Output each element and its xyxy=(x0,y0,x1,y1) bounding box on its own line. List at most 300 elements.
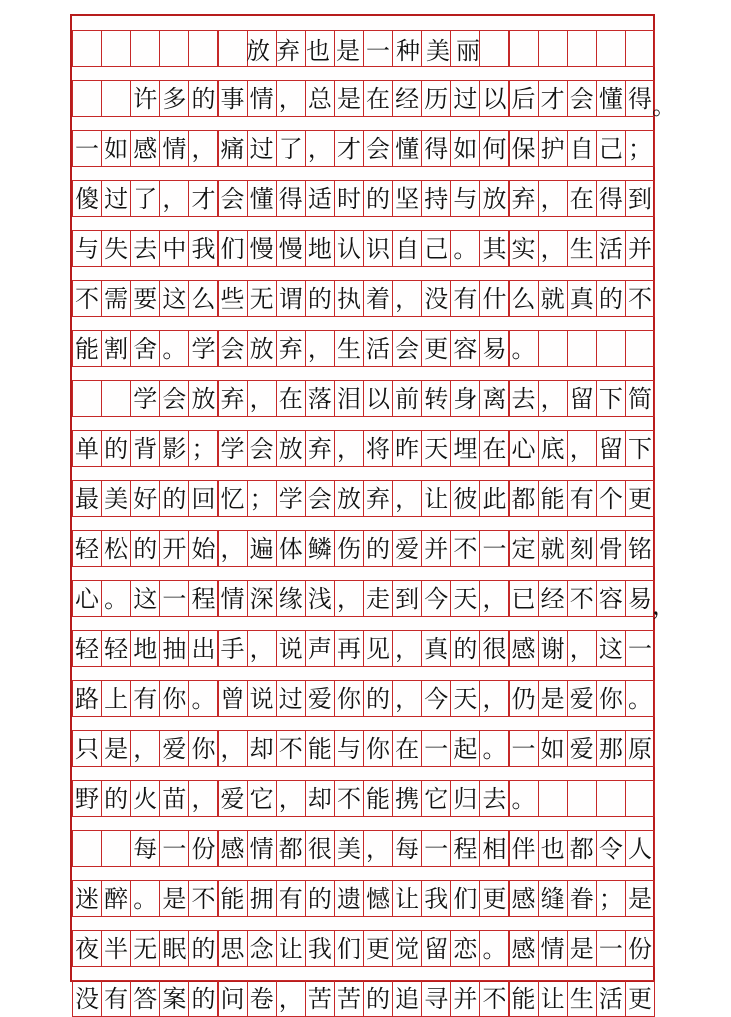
grid-cell: 需 xyxy=(101,280,131,317)
grid-cell xyxy=(101,380,131,417)
grid-cell: 如 xyxy=(101,130,131,167)
grid-cell: 去 xyxy=(479,780,509,817)
grid-cell: 此 xyxy=(479,480,509,517)
grid-cell: ， xyxy=(276,80,306,117)
grid-cell: 埋 xyxy=(450,430,480,467)
grid-cell: 的 xyxy=(305,880,335,917)
grid-cell: 很 xyxy=(479,630,509,667)
grid-cell: 以 xyxy=(363,380,393,417)
grid-cell: 是 xyxy=(567,930,597,967)
grid-cell: ， xyxy=(334,580,364,617)
grid-cell: 你 xyxy=(334,680,364,717)
grid-cell: 痛 xyxy=(218,130,248,167)
grid-cell: 失 xyxy=(101,230,131,267)
grid-cell: 让 xyxy=(392,880,422,917)
grid-cell: ， xyxy=(276,780,306,817)
grid-cell: 留 xyxy=(596,430,626,467)
grid-cell: ， xyxy=(538,380,568,417)
grid-cell: 是 xyxy=(625,880,655,917)
grid-cell: 真 xyxy=(421,630,451,667)
grid-cell: 何 xyxy=(479,130,509,167)
grid-cell: 影 xyxy=(159,430,189,467)
grid-cell: 背 xyxy=(130,430,160,467)
grid-cell: 留 xyxy=(421,930,451,967)
grid-cell: 深 xyxy=(247,580,277,617)
grid-cell: 鳞 xyxy=(305,530,335,567)
grid-cell: 是 xyxy=(334,80,364,117)
grid-cell xyxy=(72,830,102,867)
grid-cell: 原 xyxy=(625,730,655,767)
grid-cell xyxy=(596,330,626,367)
grid-cell: 真 xyxy=(567,280,597,317)
grid-cell: 。 xyxy=(159,330,189,367)
grid-cell: 会 xyxy=(247,430,277,467)
grid-cell: 心 xyxy=(72,580,102,617)
grid-cell: 手 xyxy=(218,630,248,667)
grid-cell: 说 xyxy=(276,630,306,667)
grid-cell: 身 xyxy=(450,380,480,417)
grid-cell: 总 xyxy=(305,80,335,117)
grid-cell: 曾 xyxy=(218,680,248,717)
grid-cell: 答 xyxy=(130,980,160,1017)
grid-cell: 有 xyxy=(567,480,597,517)
grid-cell: 持 xyxy=(421,180,451,217)
grid-cell: ， xyxy=(130,730,160,767)
grid-cell: ； xyxy=(247,480,277,517)
grid-cell: 感 xyxy=(509,880,539,917)
grid-cell: 会 xyxy=(363,130,393,167)
grid-cell: 最 xyxy=(72,480,102,517)
grid-cell: 在 xyxy=(276,380,306,417)
grid-cell: 的 xyxy=(130,530,160,567)
grid-cell: 天 xyxy=(450,580,480,617)
grid-cell: ； xyxy=(625,130,655,167)
grid-cell: 过 xyxy=(101,180,131,217)
grid-cell: 弃 xyxy=(509,180,539,217)
grid-cell xyxy=(567,780,597,817)
grid-cell: 在 xyxy=(363,80,393,117)
grid-cell: 懂 xyxy=(596,80,626,117)
grid-cell: 它 xyxy=(421,780,451,817)
grid-cell: 才 xyxy=(188,180,218,217)
grid-cell: 声 xyxy=(305,630,335,667)
grid-cell: 相 xyxy=(479,830,509,867)
grid-cell: 放 xyxy=(247,330,277,367)
grid-cell xyxy=(538,780,568,817)
grid-cell: ， xyxy=(159,180,189,217)
grid-cell: 一 xyxy=(509,730,539,767)
grid-cell: 感 xyxy=(509,930,539,967)
grid-cell: 出 xyxy=(188,630,218,667)
grid-cell: 就 xyxy=(538,280,568,317)
grid-cell: 经 xyxy=(392,80,422,117)
grid-cell: ； xyxy=(188,430,218,467)
grid-cell: 一 xyxy=(596,930,626,967)
grid-cell: 念 xyxy=(247,930,277,967)
grid-cell: 这 xyxy=(130,580,160,617)
grid-cell: 些 xyxy=(218,280,248,317)
grid-cell: 在 xyxy=(392,730,422,767)
grid-cell: 过 xyxy=(450,80,480,117)
grid-cell: 定 xyxy=(509,530,539,567)
grid-cell: 就 xyxy=(538,530,568,567)
grid-cell: 们 xyxy=(218,230,248,267)
grid-cell: 的 xyxy=(363,180,393,217)
grid-cell: 伴 xyxy=(509,830,539,867)
text-row xyxy=(72,130,657,167)
grid-cell: 中 xyxy=(159,230,189,267)
grid-cell: 拥 xyxy=(247,880,277,917)
grid-cell: 铭 xyxy=(625,530,655,567)
grid-cell: 人 xyxy=(625,830,655,867)
grid-cell: ， xyxy=(392,280,422,317)
grid-cell: 每 xyxy=(392,830,422,867)
grid-cell: 一 xyxy=(159,830,189,867)
grid-cell: 自 xyxy=(567,130,597,167)
grid-cell: 谓 xyxy=(276,280,306,317)
grid-cell: ， xyxy=(247,380,277,417)
grid-cell: 一 xyxy=(625,630,655,667)
grid-cell: 迷 xyxy=(72,880,102,917)
grid-cell: 始 xyxy=(188,530,218,567)
grid-cell: 己 xyxy=(421,230,451,267)
grid-cell: 谢 xyxy=(538,630,568,667)
grid-cell: 抽 xyxy=(159,630,189,667)
text-row xyxy=(72,680,657,717)
grid-cell: 美 xyxy=(334,830,364,867)
grid-cell: 有 xyxy=(450,280,480,317)
grid-cell: 活 xyxy=(596,980,626,1017)
grid-cell: 感 xyxy=(218,830,248,867)
text-row xyxy=(72,630,657,667)
grid-cell: 放 xyxy=(276,430,306,467)
grid-cell: 的 xyxy=(450,630,480,667)
grid-cell: 生 xyxy=(567,980,597,1017)
grid-cell: 。 xyxy=(130,880,160,917)
grid-cell: 天 xyxy=(450,680,480,717)
grid-cell: 仍 xyxy=(509,680,539,717)
grid-cell: 情 xyxy=(218,580,248,617)
grid-cell: 到 xyxy=(625,180,655,217)
grid-cell: 得 xyxy=(596,180,626,217)
grid-cell xyxy=(625,330,655,367)
grid-cell: 会 xyxy=(159,380,189,417)
grid-cell: 割 xyxy=(101,330,131,367)
grid-cell xyxy=(72,80,102,117)
grid-cell: 适 xyxy=(305,180,335,217)
grid-cell: 的 xyxy=(159,480,189,517)
grid-cell: 不 xyxy=(72,280,102,317)
grid-cell: 。 xyxy=(509,780,539,817)
grid-cell: 们 xyxy=(334,930,364,967)
text-row xyxy=(72,180,657,217)
grid-cell: ， xyxy=(276,980,306,1017)
grid-cell: 放 xyxy=(479,180,509,217)
grid-cell: 的 xyxy=(363,980,393,1017)
grid-cell: 眠 xyxy=(159,930,189,967)
grid-cell: 今 xyxy=(421,680,451,717)
grid-cell: 每 xyxy=(130,830,160,867)
grid-cell: 什 xyxy=(479,280,509,317)
grid-cell: 落 xyxy=(305,380,335,417)
grid-cell: 起 xyxy=(450,730,480,767)
grid-cell xyxy=(567,330,597,367)
grid-cell: 苦 xyxy=(334,980,364,1017)
grid-cell: 学 xyxy=(130,380,160,417)
grid-cell: 这 xyxy=(159,280,189,317)
grid-cell: ， xyxy=(218,530,248,567)
grid-cell: 都 xyxy=(276,830,306,867)
grid-cell xyxy=(218,30,248,67)
grid-cell: 了 xyxy=(130,180,160,217)
grid-cell xyxy=(538,30,568,67)
grid-cell: 。 xyxy=(509,330,539,367)
grid-cell: 松 xyxy=(101,530,131,567)
grid-cell: 感 xyxy=(130,130,160,167)
grid-cell: 已 xyxy=(509,580,539,617)
grid-cell: 放 xyxy=(334,480,364,517)
grid-cell: 地 xyxy=(305,230,335,267)
grid-cell: 案 xyxy=(159,980,189,1017)
grid-cell: 认 xyxy=(334,230,364,267)
grid-cell: 让 xyxy=(421,480,451,517)
grid-cell: 得 xyxy=(625,80,655,117)
grid-cell: 我 xyxy=(305,930,335,967)
grid-cell: 学 xyxy=(218,430,248,467)
grid-cell xyxy=(596,30,626,67)
grid-cell: 没 xyxy=(72,980,102,1017)
grid-cell: 弃 xyxy=(363,480,393,517)
grid-cell: 学 xyxy=(188,330,218,367)
grid-cell: 卷 xyxy=(247,980,277,1017)
grid-cell: ， xyxy=(392,680,422,717)
grid-cell: 得 xyxy=(421,130,451,167)
grid-cell xyxy=(72,380,102,417)
grid-cell: 将 xyxy=(363,430,393,467)
grid-cell: 个 xyxy=(596,480,626,517)
text-row xyxy=(72,880,657,917)
text-row xyxy=(72,230,657,267)
grid-cell: 却 xyxy=(305,780,335,817)
grid-cell: 火 xyxy=(130,780,160,817)
grid-cell: 的 xyxy=(596,280,626,317)
grid-cell: 心 xyxy=(509,430,539,467)
grid-cell xyxy=(625,30,655,67)
grid-cell: 不 xyxy=(276,730,306,767)
grid-cell: 转 xyxy=(421,380,451,417)
grid-cell: 离 xyxy=(479,380,509,417)
grid-cell: 。 xyxy=(188,680,218,717)
grid-cell: 路 xyxy=(72,680,102,717)
grid-cell: 却 xyxy=(247,730,277,767)
grid-cell xyxy=(72,30,102,67)
grid-cell: ， xyxy=(479,680,509,717)
grid-cell: ， xyxy=(363,830,393,867)
grid-cell: 思 xyxy=(218,930,248,967)
grid-cell: 都 xyxy=(509,480,539,517)
grid-cell: 份 xyxy=(625,930,655,967)
grid-cell: 的 xyxy=(188,80,218,117)
grid-cell: 容 xyxy=(596,580,626,617)
grid-cell: 去 xyxy=(130,230,160,267)
grid-cell xyxy=(567,30,597,67)
grid-cell: 这 xyxy=(596,630,626,667)
grid-cell: 你 xyxy=(159,680,189,717)
grid-cell: 一 xyxy=(421,830,451,867)
grid-cell: 爱 xyxy=(392,530,422,567)
grid-cell: 时 xyxy=(334,180,364,217)
grid-cell: 保 xyxy=(509,130,539,167)
grid-cell: 眷 xyxy=(567,880,597,917)
grid-cell: 归 xyxy=(450,780,480,817)
text-row xyxy=(72,730,657,767)
grid-cell: 活 xyxy=(596,230,626,267)
grid-cell: 轻 xyxy=(72,630,102,667)
grid-cell: 的 xyxy=(188,980,218,1017)
grid-cell: 多 xyxy=(159,80,189,117)
grid-cell: ， xyxy=(392,480,422,517)
grid-cell: 着 xyxy=(363,280,393,317)
grid-cell: 苦 xyxy=(305,980,335,1017)
text-row xyxy=(72,780,657,817)
grid-cell: 说 xyxy=(247,680,277,717)
grid-cell: 爱 xyxy=(567,680,597,717)
grid-cell: 恋 xyxy=(450,930,480,967)
grid-cell: 情 xyxy=(247,830,277,867)
grid-cell: 了 xyxy=(276,130,306,167)
grid-cell: 回 xyxy=(188,480,218,517)
grid-cell: 情 xyxy=(538,930,568,967)
grid-cell: 好 xyxy=(130,480,160,517)
grid-cell: ， xyxy=(538,230,568,267)
grid-cell xyxy=(159,30,189,67)
grid-cell: 骨 xyxy=(596,530,626,567)
grid-cell: 追 xyxy=(392,980,422,1017)
grid-cell: 是 xyxy=(101,730,131,767)
grid-cell: 无 xyxy=(130,930,160,967)
grid-cell: ， xyxy=(479,580,509,617)
grid-cell: 无 xyxy=(247,280,277,317)
grid-cell: 生 xyxy=(334,330,364,367)
essay-title: 放弃也是一种美丽 xyxy=(246,37,486,65)
grid-cell: 经 xyxy=(538,580,568,617)
grid-cell: 程 xyxy=(188,580,218,617)
grid-cell: 前 xyxy=(392,380,422,417)
grid-cell: 过 xyxy=(276,680,306,717)
grid-cell: 。 xyxy=(450,230,480,267)
grid-cell: 慢 xyxy=(276,230,306,267)
grid-cell: 缝 xyxy=(538,880,568,917)
grid-cell xyxy=(101,830,131,867)
grid-cell: 只 xyxy=(72,730,102,767)
grid-cell: 能 xyxy=(218,880,248,917)
grid-cell: 才 xyxy=(538,80,568,117)
grid-cell: 有 xyxy=(101,980,131,1017)
grid-cell: 你 xyxy=(188,730,218,767)
grid-cell: 。 xyxy=(101,580,131,617)
grid-cell xyxy=(130,30,160,67)
grid-cell: 更 xyxy=(421,330,451,367)
grid-cell: 情 xyxy=(159,130,189,167)
grid-cell: 如 xyxy=(450,130,480,167)
grid-cell: 许 xyxy=(130,80,160,117)
grid-cell: 轻 xyxy=(101,630,131,667)
grid-cell: 的 xyxy=(363,680,393,717)
grid-cell: 程 xyxy=(450,830,480,867)
grid-cell xyxy=(625,780,655,817)
grid-cell: 能 xyxy=(363,780,393,817)
grid-cell: 会 xyxy=(218,330,248,367)
grid-cell: 刻 xyxy=(567,530,597,567)
grid-cell: 会 xyxy=(218,180,248,217)
grid-cell: 弃 xyxy=(276,330,306,367)
grid-cell: 让 xyxy=(276,930,306,967)
grid-cell: 开 xyxy=(159,530,189,567)
grid-cell: 在 xyxy=(567,180,597,217)
grid-cell: ， xyxy=(218,730,248,767)
grid-cell: 感 xyxy=(509,630,539,667)
grid-cell: 我 xyxy=(188,230,218,267)
grid-cell: 彼 xyxy=(450,480,480,517)
grid-cell: 更 xyxy=(625,480,655,517)
grid-cell: 学 xyxy=(276,480,306,517)
grid-cell: 要 xyxy=(130,280,160,317)
grid-cell: 轻 xyxy=(72,530,102,567)
grid-cell xyxy=(188,30,218,67)
grid-cell: 更 xyxy=(625,980,655,1017)
grid-cell: ， xyxy=(334,430,364,467)
grid-cell: 令 xyxy=(596,830,626,867)
grid-cell: 不 xyxy=(479,980,509,1017)
text-row xyxy=(72,580,676,620)
grid-cell: 舍 xyxy=(130,330,160,367)
grid-cell: 慢 xyxy=(247,230,277,267)
grid-cell: 那 xyxy=(596,730,626,767)
grid-cell: 弃 xyxy=(305,430,335,467)
grid-cell: 缘 xyxy=(276,580,306,617)
grid-cell: 生 xyxy=(567,230,597,267)
grid-cell: 夜 xyxy=(72,930,102,967)
grid-cell: 很 xyxy=(305,830,335,867)
grid-cell: 过 xyxy=(247,130,277,167)
grid-cell: 走 xyxy=(363,580,393,617)
grid-cell: 昨 xyxy=(392,430,422,467)
grid-cell: 伤 xyxy=(334,530,364,567)
grid-cell: 一 xyxy=(479,530,509,567)
grid-cell: 坚 xyxy=(392,180,422,217)
grid-cell: 下 xyxy=(596,380,626,417)
grid-cell: 的 xyxy=(101,430,131,467)
grid-cell: 。 xyxy=(479,930,509,967)
grid-cell: 后 xyxy=(509,80,539,117)
grid-cell: 爱 xyxy=(159,730,189,767)
grid-cell: 不 xyxy=(567,580,597,617)
grid-cell: 它 xyxy=(247,780,277,817)
text-row xyxy=(72,80,676,120)
grid-cell: 不 xyxy=(334,780,364,817)
grid-cell: 你 xyxy=(596,680,626,717)
grid-cell: 与 xyxy=(450,180,480,217)
grid-cell: 们 xyxy=(450,880,480,917)
grid-cell: 去 xyxy=(509,380,539,417)
grid-cell: 么 xyxy=(188,280,218,317)
grid-cell: 天 xyxy=(421,430,451,467)
text-row xyxy=(72,380,657,417)
grid-cell: 不 xyxy=(188,880,218,917)
grid-cell: 没 xyxy=(421,280,451,317)
grid-cell: 以 xyxy=(479,80,509,117)
grid-cell: 的 xyxy=(188,930,218,967)
